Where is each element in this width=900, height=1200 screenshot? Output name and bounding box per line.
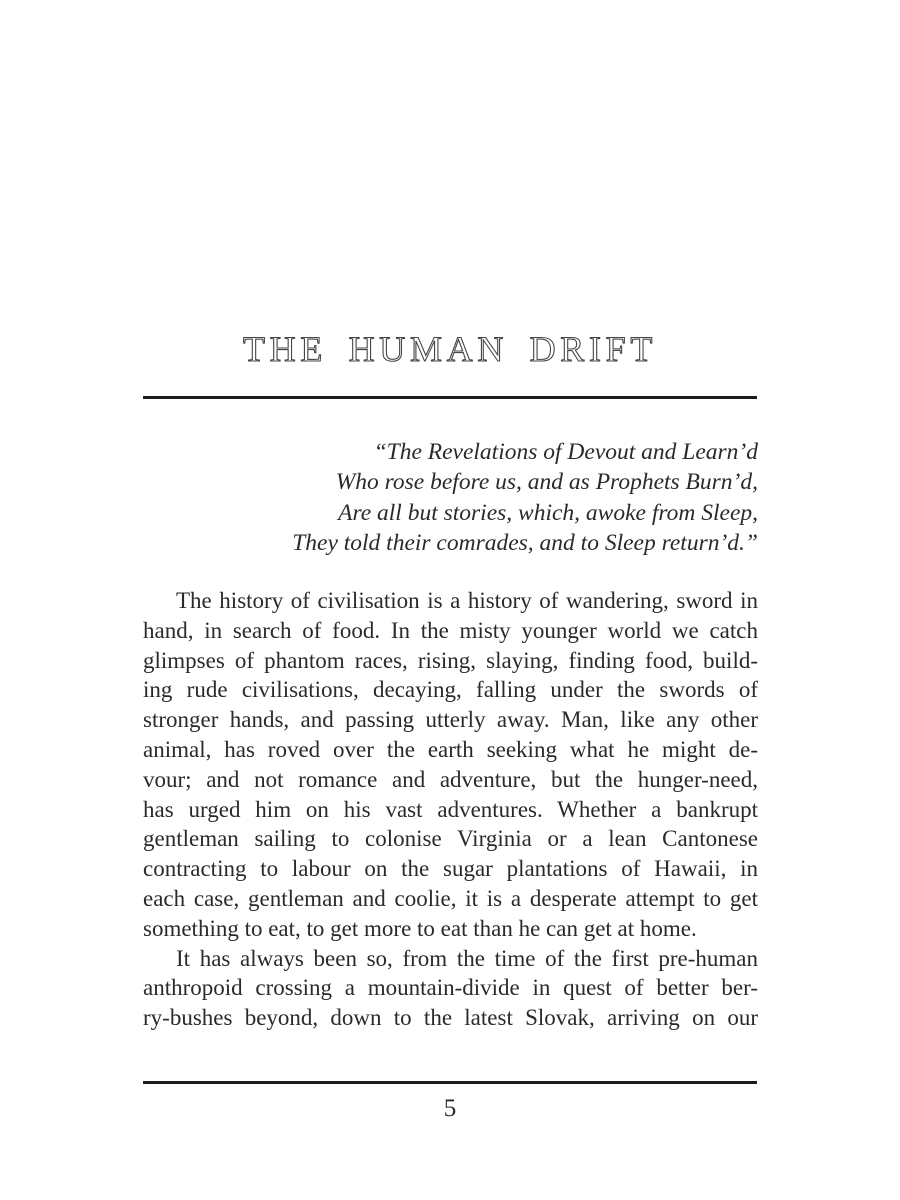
text-line: vour; and not romance and adventure, but the hunger-need, — [143, 766, 758, 792]
text-line: ing rude civilisations, decaying, falling under the swords of — [143, 677, 758, 703]
text-line: glimpses of phantom races, rising, slaying, finding food, build- — [143, 647, 758, 673]
text-line: Who rose before us, and as Prophets Burn’d, — [335, 469, 758, 496]
text-line: It has always been so, from the time of the first pre-human — [176, 945, 758, 971]
footer-rule — [143, 1081, 757, 1084]
body-text — [143, 586, 758, 1033]
text-line: each case, gentleman and coolie, it is a desperate attempt to get — [143, 885, 758, 911]
text-line: something to eat, to get more to eat than he can get at home. — [143, 915, 697, 941]
text-line: “The Revelations of Devout and Learn’d — [373, 439, 758, 465]
text-line: gentleman sailing to colonise Virginia or a lean Cantonese — [143, 826, 758, 852]
text-line: ry-bushes beyond, down to the latest Slovak, arriving on our — [143, 1005, 758, 1031]
paragraph-2 — [143, 944, 758, 1033]
text-line: Are all but stories, which, awoke from Sleep, — [338, 499, 758, 526]
chapter-title: THE HUMAN DRIFT — [242, 329, 658, 369]
text-line: animal, has roved over the earth seeking what he might de- — [143, 736, 758, 762]
paragraph-1 — [143, 586, 758, 944]
text-line: They told their comrades, and to Sleep return’d.” — [292, 529, 758, 556]
text-line: has urged him on his vast adventures. Whether a bankrupt — [143, 796, 758, 822]
text-line: stronger hands, and passing utterly away. Man, like any other — [143, 707, 758, 733]
text-line: The history of civilisation is a history of wandering, sword in — [176, 588, 758, 613]
epigraph-verse — [143, 437, 758, 558]
title-rule — [143, 396, 757, 399]
text-line: contracting to labour on the sugar plantations of Hawaii, in — [143, 856, 758, 882]
page-number: 5 — [443, 1095, 457, 1122]
text-line: hand, in search of food. In the misty younger world we catch — [143, 617, 758, 643]
text-line: anthropoid crossing a mountain-divide in quest of better ber- — [143, 975, 758, 1001]
